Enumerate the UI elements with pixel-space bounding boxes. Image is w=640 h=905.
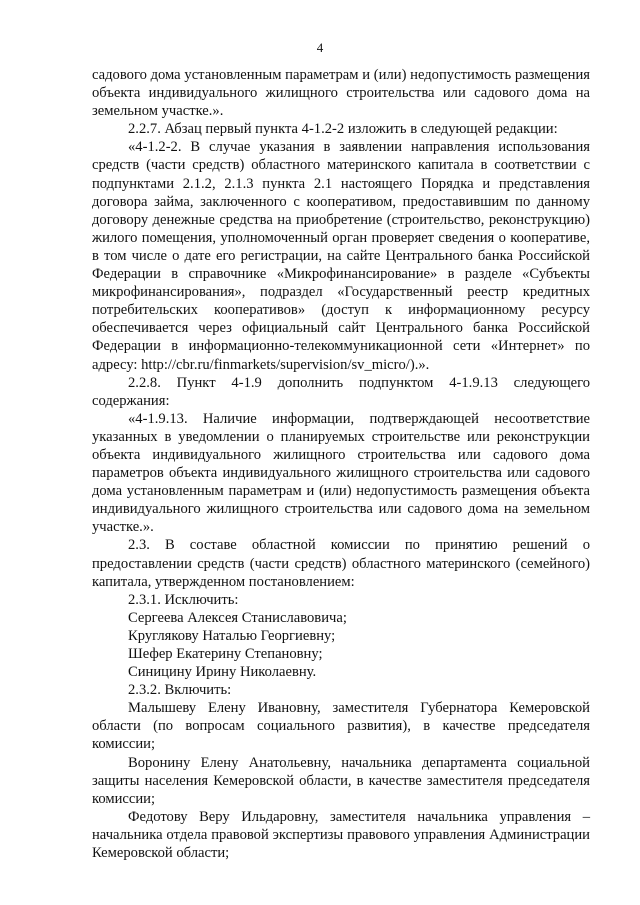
list-item-excluded-person: Круглякову Наталью Георгиевну; <box>128 627 336 644</box>
list-item-included-person: Воронину Елену Анатольевну, начальника департамента социальной защиты населения Кемеровской области, в качестве заместителя председателя комиссии; <box>92 754 590 807</box>
paragraph-2-3: 2.3. В составе областной комиссии по принятию решений о предоставлении средств (части средств) областного материнского (семейного) капитала, утвержденном постановлением: <box>92 537 590 590</box>
list-item-excluded-person: Синицину Ирину Николаевну. <box>128 664 317 681</box>
list-item-excluded-person: Сергеева Алексея Станиславовича; <box>128 609 347 626</box>
page-number: 4 <box>316 40 324 55</box>
paragraph-quote-4-1-9-13: «4-1.9.13. Наличие информации, подтверждающей несоответствие указанных в уведомлении о планируемых строительстве или реконструкции объекта индивидуального жилищного строительства или садового дома параметров объекта индивидуального жилищного строительства или садового дома установленным параметрам и (или) недопустимость размещения объекта индивидуального жилищного строительства или садового дома на земельном участке.». <box>92 410 590 536</box>
list-item-included-person: Малышеву Елену Ивановну, заместителя Губернатора Кемеровской области (по вопросам социального развития), в качестве председателя комиссии; <box>92 700 590 753</box>
list-item-excluded-person: Шефер Екатерину Степановну; <box>128 646 323 662</box>
list-item-included-person: Федотову Веру Ильдаровну, заместителя начальника управления – начальника отдела правовой экспертизы правового управления Администрации Кемеровской области; <box>92 808 590 862</box>
paragraph-2-2-8: 2.2.8. Пункт 4-1.9 дополнить подпунктом 4-1.9.13 следующего содержания: <box>92 374 590 409</box>
document-body <box>92 66 590 862</box>
paragraph-2-2-7: 2.2.7. Абзац первый пункта 4-1.2-2 изложить в следующей редакции: <box>128 121 558 138</box>
paragraph-2-3-2: 2.3.2. Включить: <box>128 682 232 699</box>
paragraph-continuation: садового дома установленным параметрам и (или) недопустимость размещения объекта индивидуального жилищного строительства или садового дома на земельном участке.». <box>92 67 590 120</box>
paragraph-quote-4-1-2-2: «4-1.2-2. В случае указания в заявлении направления использования средств (части средств) областного материнского капитала в соответствии с подпунктами 2.1.2, 2.1.3 пункта 2.1 настоящего Порядка и представления договора займа, заключенного с кооперативом, предоставившим по данному договору денежные средства на приобретение (строительство, реконструкцию) жилого помещения, уполномоченный орган проверяет сведения о кооперативе, в том числе о дате его регистрации, на сайте Центрального банка Российской Федерации в справочнике «Микрофинансирование» в разделе «Субъекты микрофинансирования», подраздел «Государственный реестр кредитных потребительских кооперативов» (доступ к информационному ресурсу обеспечивается через официальный сайт Центрального банка Российской Федерации в информационно-телекоммуникационной сети «Интернет» по адресу: http://cbr.ru/finmarkets/supervision/sv_micro/).». <box>92 139 590 373</box>
paragraph-2-3-1: 2.3.1. Исключить: <box>128 591 239 608</box>
